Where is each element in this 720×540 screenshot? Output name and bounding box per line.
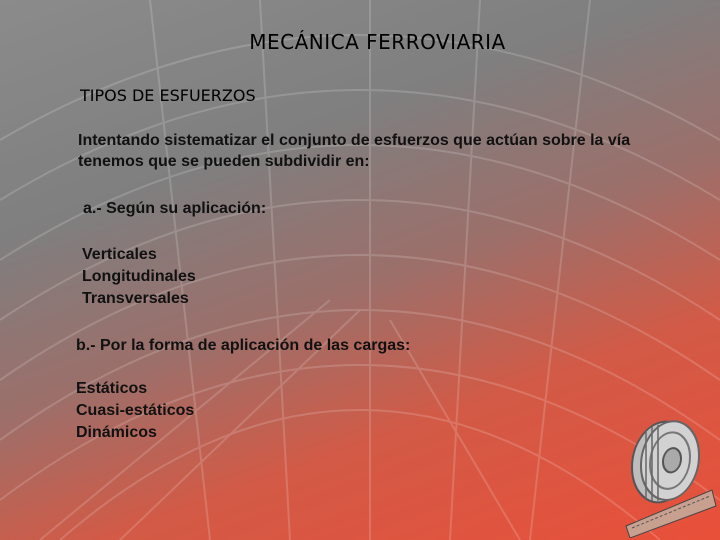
list-item: Cuasi-estáticos bbox=[76, 402, 195, 419]
section-b-heading: b.- Por la forma de aplicación de las cargas: bbox=[76, 337, 411, 354]
list-item: Verticales bbox=[82, 246, 157, 263]
list-item: Dinámicos bbox=[76, 424, 157, 441]
list-item: Estáticos bbox=[76, 380, 148, 397]
section-a-list bbox=[82, 244, 196, 310]
section-a-heading: a.- Según su aplicación: bbox=[83, 200, 267, 217]
list-item: Longitudinales bbox=[82, 268, 196, 285]
list-item: Transversales bbox=[82, 290, 189, 307]
intro-paragraph: Intentando sistematizar el conjunto de esfuerzos que actúan sobre la vía tenemos que se pueden subdividir en: bbox=[78, 132, 631, 170]
railway-wheel-logo bbox=[618, 410, 718, 538]
section-b-list bbox=[76, 378, 194, 444]
section-subtitle: TIPOS DE ESFUERZOS bbox=[80, 86, 256, 105]
slide-title: MECÁNICA FERROVIARIA bbox=[249, 30, 506, 54]
